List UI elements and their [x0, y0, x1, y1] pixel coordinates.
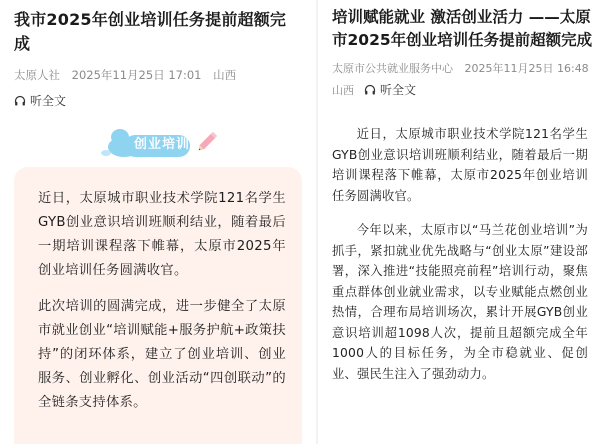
left-article-source[interactable]: 太原人社: [14, 68, 60, 82]
left-article-region: 山西: [213, 68, 237, 82]
right-article-region: 山西: [332, 83, 354, 97]
headphones-icon: [14, 95, 26, 107]
right-article-meta-row2: [332, 81, 602, 98]
left-listen-label: 听全文: [30, 94, 67, 108]
left-listen-button[interactable]: [14, 92, 66, 109]
section-badge: [14, 123, 302, 165]
right-article-source[interactable]: 太原市公共就业服务中心: [332, 62, 453, 75]
right-article-panel: [318, 0, 602, 444]
left-article-title: 我市2025年创业培训任务提前超额完成: [14, 10, 287, 53]
right-article-date: 2025年11月25日 16:48: [464, 62, 589, 75]
headphones-icon: [364, 84, 376, 96]
right-article-meta: [332, 60, 602, 76]
right-article-body: [332, 124, 602, 384]
section-badge-label: 创业培训: [134, 136, 191, 152]
left-paragraph-2: 此次培训的圆满完成，进一步健全了太原市就业创业“培训赋能+服务护航+政策扶持”的闭环体系，建立了创业培训、创业服务、创业孵化、创业活动“四创联动”的全链条支持体系。: [38, 298, 286, 410]
left-article-date: 2025年11月25日 17:01: [71, 68, 202, 82]
right-paragraph-2: 今年以来，太原市以“马兰花创业培训”为抓手，紧扣就业优先战略与“创业太原”建设部署，深入推进“技能照亮前程”培训行动，聚焦重点群体创业就业需求，以专业赋能点燃创业热情，合理布局培训场次，累计开展GYB创业意识培训超1098人次，提前且超额完成全年1000人的目标任务，为全市稳就业、促创业、强民生注入了强劲动力。: [332, 223, 588, 381]
right-article-title: 培训赋能就业 激活创业活力 ——太原市2025年创业培训任务提前超额完成: [332, 8, 593, 49]
left-article-meta: [14, 67, 302, 83]
right-paragraph-1: 近日，太原城市职业技术学院121名学生GYB创业意识培训班顺利结业，随着最后一期培训课程落下帷幕，太原市2025年创业培训任务圆满收官。: [332, 127, 588, 203]
right-listen-button[interactable]: [364, 81, 416, 98]
right-listen-label: 听全文: [380, 83, 417, 97]
left-paragraph-1: 近日，太原城市职业技术学院121名学生GYB创业意识培训班顺利结业，随着最后一期培训课程落下帷幕，太原市2025年创业培训任务圆满收官。: [38, 190, 286, 278]
pencil-icon: [194, 127, 222, 155]
highlight-card: [14, 167, 302, 444]
